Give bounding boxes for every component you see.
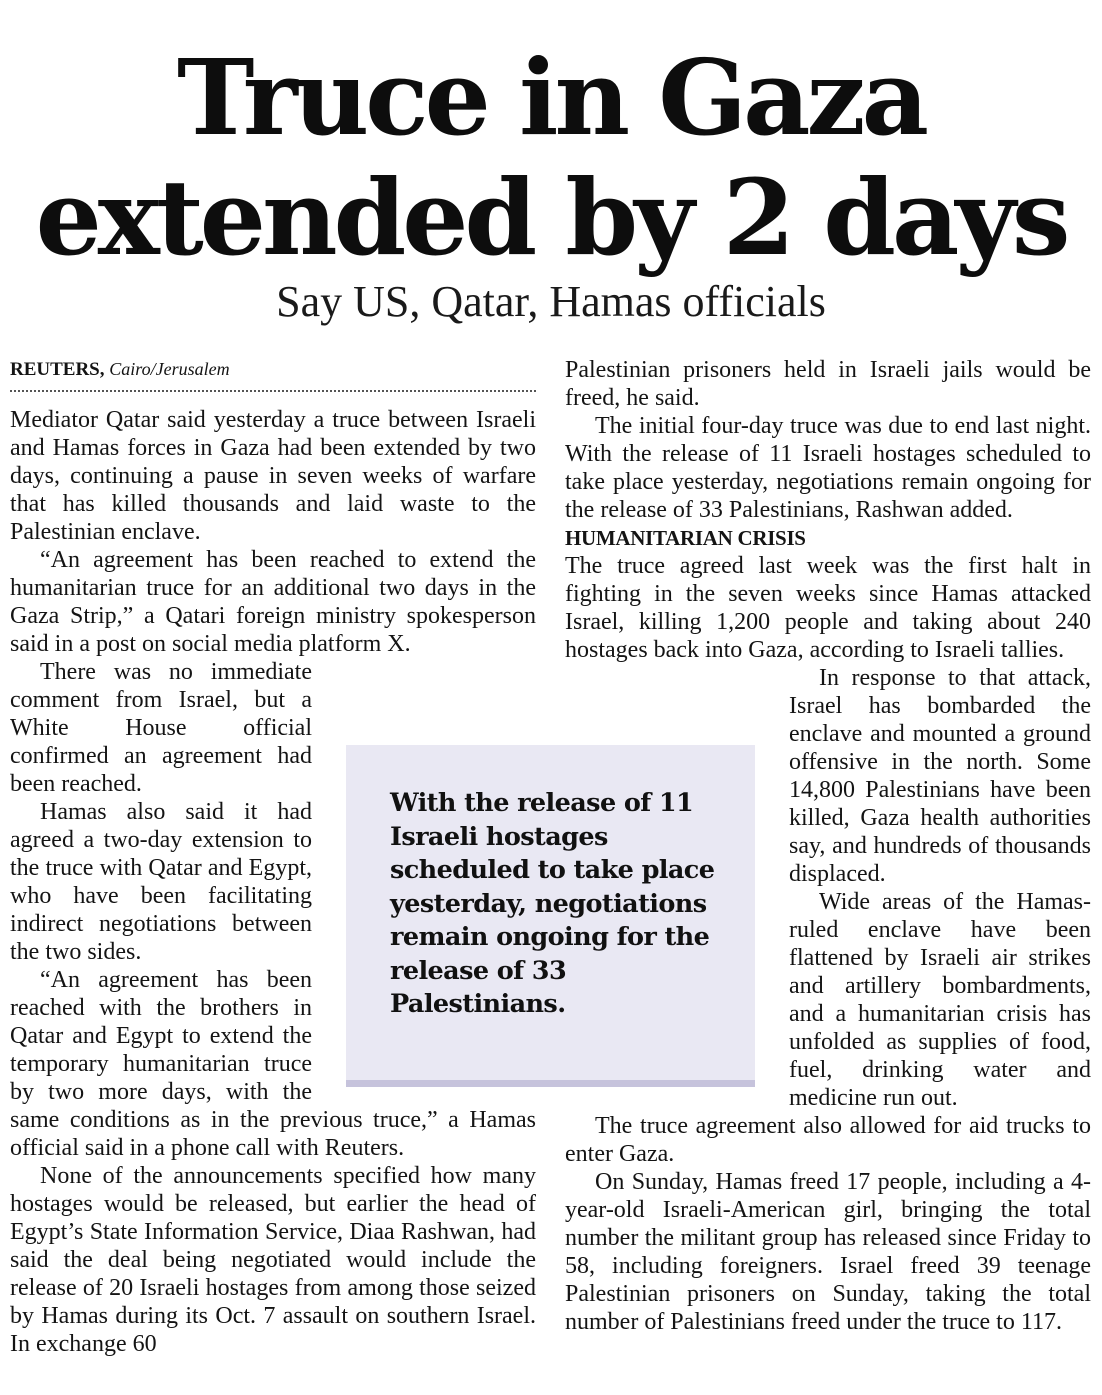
headline-line-2: extended by 2 days bbox=[35, 156, 1067, 279]
article-paragraph: The truce agreement also allowed for aid trucks to enter Gaza. bbox=[565, 1113, 1091, 1167]
pullquote-text: With the release of 11 Israeli hostages scheduled to take place yesterday, negotiations remain ongoing for the release of 33 Palestinians. bbox=[390, 788, 715, 1019]
article-paragraph: Hamas also said it had agreed a two-day extension to the truce with Qatar and Egypt, who have been facilitating indirect negotiations between the two sides. bbox=[10, 799, 312, 965]
headline-line-1: Truce in Gaza bbox=[177, 36, 925, 159]
byline-divider bbox=[10, 390, 536, 392]
byline-agency: REUTERS, bbox=[10, 359, 105, 380]
article-paragraph: In response to that attack, Israel has bombarded the enclave and mounted a ground offensive in the north. Some 14,800 Palestinians have been killed, Gaza health authorities say, and hundreds of thousands displaced. bbox=[789, 665, 1091, 887]
article-paragraph: The truce agreed last week was the first halt in fighting in the seven weeks since Hamas attacked Israel, killing 1,200 people and taking about 240 hostages back into Gaza, according to Israeli tallies. bbox=[565, 553, 1091, 663]
article-paragraph: Wide areas of the Hamas-ruled enclave have been flattened by Israeli air strikes and artillery bombardments, and a humanitarian crisis has unfolded as supplies of food, fuel, drinking water and medicine run out. bbox=[789, 889, 1091, 1111]
article-paragraph: Mediator Qatar said yesterday a truce between Israeli and Hamas forces in Gaza had been extended by two days, continuing a pause in seven weeks of warfare that has killed thousands and laid waste to the Palestinian enclave. bbox=[10, 407, 536, 545]
pullquote-box bbox=[346, 745, 755, 1087]
article-paragraph: The initial four-day truce was due to end last night. With the release of 11 Israeli hostages scheduled to take place yesterday, negotiations remain ongoing for the release of 33 Palestinians, Rashwan added. bbox=[565, 413, 1091, 523]
byline-location: Cairo/Jerusalem bbox=[109, 359, 230, 379]
byline bbox=[10, 356, 536, 384]
article-paragraph: None of the announcements specified how many hostages would be released, but earlier the head of Egypt’s State Information Service, Diaa Rashwan, had said the deal being negotiated would include the release of 20 Israeli hostages from among those seized by Hamas during its Oct. 7 assault on southern Israel. In exchange 60 bbox=[10, 1163, 536, 1357]
subheadline: Say US, Qatar, Hamas officials bbox=[276, 277, 826, 326]
section-subheading: HUMANITARIAN CRISIS bbox=[565, 526, 806, 550]
article-paragraph: There was no immediate comment from Israel, but a White House official confirmed an agreement had been reached. bbox=[10, 659, 312, 797]
article-paragraph: On Sunday, Hamas freed 17 people, including a 4-year-old Israeli-American girl, bringing the total number the militant group has released since Friday to 58, including foreigners. Israel freed 39 teenage Palestinian prisoners on Sunday, taking the total number of Palestinians freed under the truce to 117. bbox=[565, 1169, 1091, 1335]
article-paragraph: Palestinian prisoners held in Israeli jails would be freed, he said. bbox=[565, 357, 1091, 411]
article-paragraph: “An agreement has been reached to extend the humanitarian truce for an additional two days in the Gaza Strip,” a Qatari foreign ministry spokesperson said in a post on social media platform X. bbox=[10, 547, 536, 657]
article-paragraph: “An agreement has been reached with the brothers in Qatar and Egypt to extend the temporary humanitarian truce by two more days, with the same conditions as in the previous truce,” a Hamas official said in a phone call with Reuters. bbox=[10, 967, 536, 1161]
